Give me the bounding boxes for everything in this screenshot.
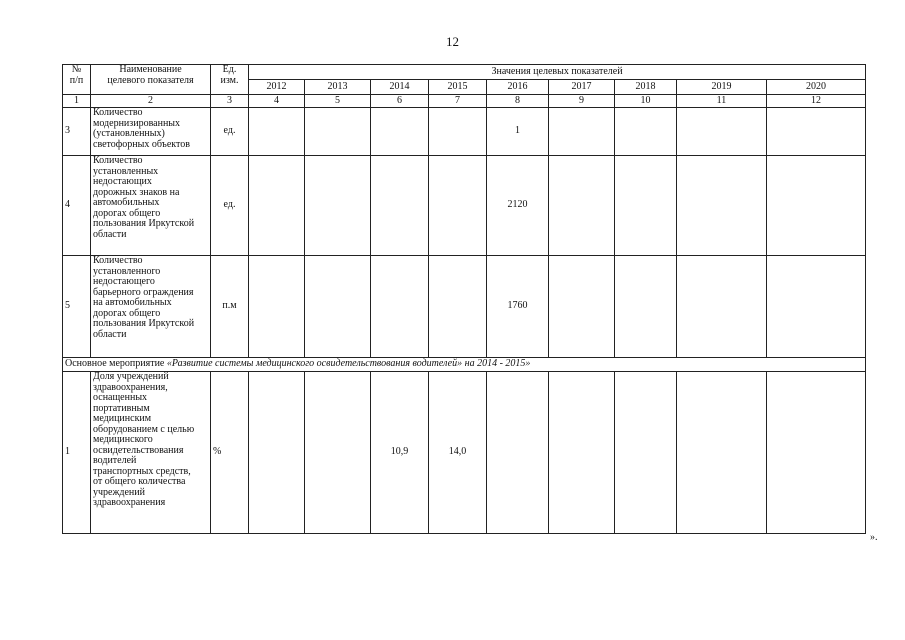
section-row [63, 358, 866, 372]
value-cell [549, 372, 615, 534]
unit-cell: п.м [211, 256, 249, 358]
column-number: 12 [767, 95, 866, 108]
column-number: 10 [615, 95, 677, 108]
header-values-group: Значения целевых показателей [249, 65, 866, 80]
indicator-name: Доля учреждений здравоохранения, оснащенных портативным медицинским оборудованием с целью медицинского освидетельствования водителей транспортных средств, от общего количества учреждений здравоохранения [91, 372, 211, 534]
column-number: 8 [487, 95, 549, 108]
section-prefix: Основное мероприятие [65, 358, 167, 370]
value-cell [767, 256, 866, 358]
row-number: 3 [63, 108, 91, 156]
column-number: 11 [677, 95, 767, 108]
value-cell [615, 372, 677, 534]
value-cell [429, 256, 487, 358]
value-cell [249, 108, 305, 156]
value-cell [677, 256, 767, 358]
value-cell [767, 156, 866, 256]
value-cell: 14,0 [429, 372, 487, 534]
value-cell [677, 108, 767, 156]
column-number: 2 [91, 95, 211, 108]
table-row [63, 108, 866, 156]
value-cell [305, 372, 371, 534]
indicator-name: Количество установленных недостающих дорожных знаков на автомобильных дорогах общего пользования Иркутской области [91, 156, 211, 256]
year-header: 2012 [249, 80, 305, 95]
indicator-name: Количество модернизированных (установленных) светофорных объектов [91, 108, 211, 156]
value-cell [249, 256, 305, 358]
column-number: 7 [429, 95, 487, 108]
value-cell [305, 156, 371, 256]
column-number: 3 [211, 95, 249, 108]
value-cell [429, 108, 487, 156]
value-cell [487, 372, 549, 534]
row-number: 5 [63, 256, 91, 358]
section-title: «Развитие системы медицинского освидетельствования водителей» на 2014 - 2015» [166, 358, 531, 370]
year-header: 2015 [429, 80, 487, 95]
year-header: 2016 [487, 80, 549, 95]
value-cell: 1760 [487, 256, 549, 358]
value-cell: 2120 [487, 156, 549, 256]
column-number: 4 [249, 95, 305, 108]
column-number: 9 [549, 95, 615, 108]
column-number: 6 [371, 95, 429, 108]
header-num: № п/п [63, 65, 91, 95]
section-cell [63, 358, 866, 372]
indicators-table [62, 64, 866, 534]
table-row [63, 156, 866, 256]
value-cell [305, 108, 371, 156]
value-cell [549, 156, 615, 256]
value-cell [549, 256, 615, 358]
value-cell [767, 372, 866, 534]
year-header: 2017 [549, 80, 615, 95]
row-number: 4 [63, 156, 91, 256]
unit-cell: ед. [211, 108, 249, 156]
value-cell [615, 108, 677, 156]
year-header: 2018 [615, 80, 677, 95]
column-numbers-row [63, 95, 866, 108]
year-header: 2013 [305, 80, 371, 95]
value-cell: 10,9 [371, 372, 429, 534]
value-cell [677, 372, 767, 534]
value-cell: 1 [487, 108, 549, 156]
row-number: 1 [63, 372, 91, 534]
column-number: 1 [63, 95, 91, 108]
year-header: 2014 [371, 80, 429, 95]
header-unit: Ед. изм. [211, 65, 249, 95]
value-cell [677, 156, 767, 256]
value-cell [249, 156, 305, 256]
indicator-name: Количество установленного недостающего барьерного ограждения на автомобильных дорогах общего пользования Иркутской области [91, 256, 211, 358]
header-name: Наименование целевого показателя [91, 65, 211, 95]
table-row [63, 372, 866, 534]
value-cell [615, 156, 677, 256]
column-number: 5 [305, 95, 371, 108]
unit-cell: % [211, 372, 249, 534]
value-cell [615, 256, 677, 358]
table-body-part2 [63, 372, 866, 534]
value-cell [429, 156, 487, 256]
year-header: 2019 [677, 80, 767, 95]
value-cell [767, 108, 866, 156]
page-number: 12 [446, 34, 459, 49]
value-cell [249, 372, 305, 534]
value-cell [305, 256, 371, 358]
table-body-part1 [63, 108, 866, 358]
value-cell [371, 156, 429, 256]
value-cell [371, 256, 429, 358]
value-cell [371, 108, 429, 156]
unit-cell: ед. [211, 156, 249, 256]
value-cell [549, 108, 615, 156]
year-header: 2020 [767, 80, 866, 95]
closing-mark: ». [870, 532, 878, 543]
table-row [63, 256, 866, 358]
